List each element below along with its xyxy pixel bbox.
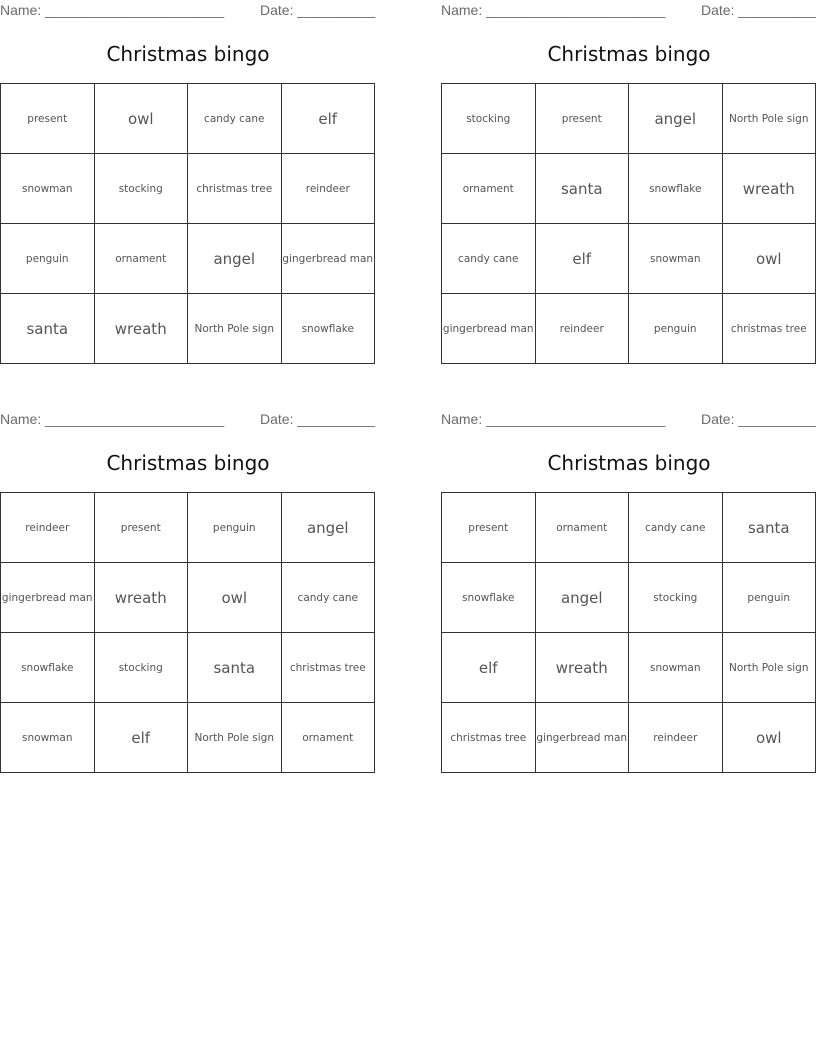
bingo-cell[interactable]: angel <box>188 224 282 294</box>
bingo-card-1 <box>0 0 376 365</box>
bingo-cell[interactable]: candy cane <box>188 84 282 154</box>
bingo-cell[interactable]: ornament <box>442 154 536 224</box>
bingo-cell[interactable]: wreath <box>723 154 816 224</box>
bingo-card-2 <box>441 0 816 365</box>
date-field[interactable]: Date: __________ <box>701 411 816 427</box>
bingo-cell[interactable]: stocking <box>95 154 189 224</box>
date-field[interactable]: Date: __________ <box>260 411 376 427</box>
bingo-cell[interactable]: North Pole sign <box>188 703 282 773</box>
bingo-cell[interactable]: snowman <box>629 224 723 294</box>
bingo-cell[interactable]: wreath <box>95 563 189 633</box>
bingo-cell[interactable]: snowflake <box>629 154 723 224</box>
date-field[interactable]: Date: __________ <box>260 2 376 18</box>
bingo-cell[interactable]: penguin <box>188 493 282 563</box>
card-header <box>441 0 816 20</box>
bingo-cell[interactable]: candy cane <box>282 563 376 633</box>
bingo-card-4 <box>441 409 816 774</box>
bingo-cell[interactable]: snowman <box>1 703 95 773</box>
bingo-cell[interactable]: penguin <box>723 563 816 633</box>
bingo-cell[interactable]: gingerbread man <box>282 224 376 294</box>
bingo-cell[interactable]: candy cane <box>442 224 536 294</box>
bingo-cell[interactable]: ornament <box>282 703 376 773</box>
card-title: Christmas bingo <box>106 42 270 66</box>
bingo-cell[interactable]: snowflake <box>282 294 376 364</box>
card-header <box>441 409 816 429</box>
bingo-cell[interactable]: owl <box>723 224 816 294</box>
bingo-cell[interactable]: ornament <box>536 493 630 563</box>
bingo-cell[interactable]: elf <box>442 633 536 703</box>
bingo-cell[interactable]: snowflake <box>1 633 95 703</box>
bingo-cell[interactable]: santa <box>536 154 630 224</box>
bingo-cell[interactable]: North Pole sign <box>723 84 816 154</box>
bingo-cell[interactable]: elf <box>282 84 376 154</box>
bingo-cell[interactable]: christmas tree <box>188 154 282 224</box>
bingo-cell[interactable]: gingerbread man <box>536 703 630 773</box>
name-field[interactable]: Name: _______________________ <box>441 2 666 18</box>
bingo-cell[interactable]: elf <box>536 224 630 294</box>
bingo-cell[interactable]: present <box>95 493 189 563</box>
name-field[interactable]: Name: _______________________ <box>0 411 225 427</box>
bingo-grid <box>0 492 375 773</box>
bingo-cell[interactable]: christmas tree <box>442 703 536 773</box>
bingo-cell[interactable]: candy cane <box>629 493 723 563</box>
bingo-cell[interactable]: wreath <box>536 633 630 703</box>
bingo-cell[interactable]: angel <box>536 563 630 633</box>
bingo-cell[interactable]: christmas tree <box>282 633 376 703</box>
bingo-cell[interactable]: owl <box>95 84 189 154</box>
bingo-cell[interactable]: reindeer <box>629 703 723 773</box>
bingo-cell[interactable]: penguin <box>1 224 95 294</box>
name-field[interactable]: Name: _______________________ <box>441 411 666 427</box>
bingo-cell[interactable]: present <box>442 493 536 563</box>
bingo-cell[interactable]: reindeer <box>1 493 95 563</box>
bingo-cell[interactable]: snowman <box>629 633 723 703</box>
bingo-cell[interactable]: snowflake <box>442 563 536 633</box>
bingo-cell[interactable]: santa <box>188 633 282 703</box>
bingo-cell[interactable]: gingerbread man <box>1 563 95 633</box>
card-header <box>0 0 376 20</box>
bingo-card-3 <box>0 409 376 774</box>
name-field[interactable]: Name: _______________________ <box>0 2 225 18</box>
date-field[interactable]: Date: __________ <box>701 2 816 18</box>
bingo-cell[interactable]: santa <box>1 294 95 364</box>
card-title: Christmas bingo <box>547 451 711 475</box>
bingo-cell[interactable]: North Pole sign <box>188 294 282 364</box>
bingo-cell[interactable]: penguin <box>629 294 723 364</box>
card-header <box>0 409 376 429</box>
bingo-cell[interactable]: snowman <box>1 154 95 224</box>
bingo-cell[interactable]: stocking <box>442 84 536 154</box>
bingo-grid <box>0 83 375 364</box>
bingo-grid <box>441 492 816 773</box>
card-title: Christmas bingo <box>547 42 711 66</box>
card-title: Christmas bingo <box>106 451 270 475</box>
bingo-cell[interactable]: North Pole sign <box>723 633 816 703</box>
bingo-cell[interactable]: gingerbread man <box>442 294 536 364</box>
bingo-cell[interactable]: present <box>1 84 95 154</box>
bingo-cell[interactable]: elf <box>95 703 189 773</box>
bingo-cell[interactable]: angel <box>629 84 723 154</box>
bingo-cell[interactable]: angel <box>282 493 376 563</box>
bingo-cell[interactable]: reindeer <box>536 294 630 364</box>
bingo-cell[interactable]: stocking <box>95 633 189 703</box>
bingo-cell[interactable]: owl <box>723 703 816 773</box>
bingo-cell[interactable]: christmas tree <box>723 294 816 364</box>
bingo-cell[interactable]: owl <box>188 563 282 633</box>
bingo-cell[interactable]: present <box>536 84 630 154</box>
bingo-cell[interactable]: santa <box>723 493 816 563</box>
bingo-cell[interactable]: wreath <box>95 294 189 364</box>
bingo-grid <box>441 83 816 364</box>
bingo-cell[interactable]: reindeer <box>282 154 376 224</box>
bingo-cell[interactable]: ornament <box>95 224 189 294</box>
bingo-cell[interactable]: stocking <box>629 563 723 633</box>
